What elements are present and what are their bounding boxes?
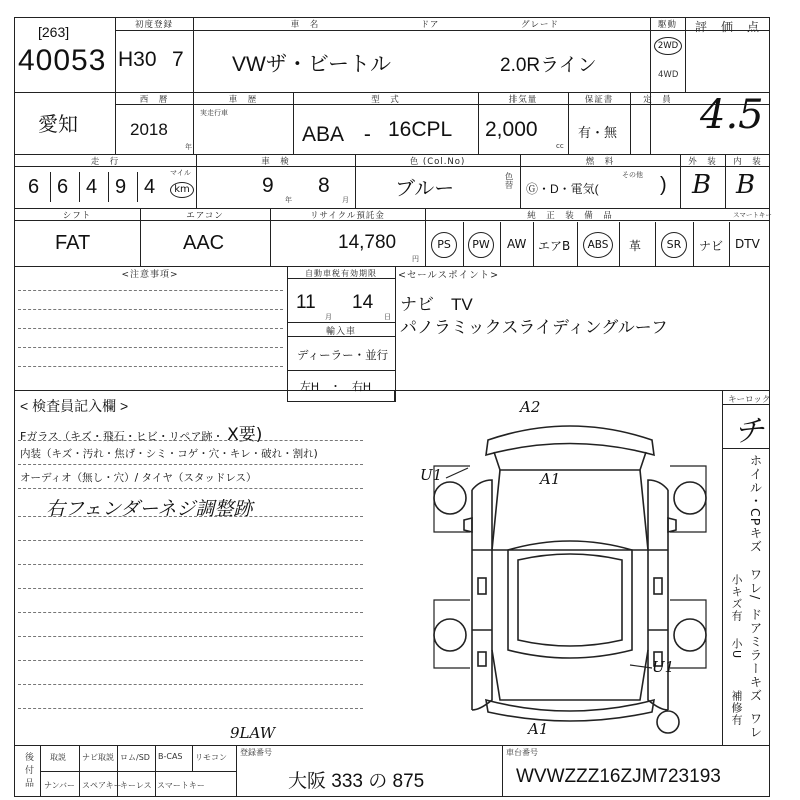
col-divider (650, 17, 651, 154)
first-reg-month: 7 (172, 48, 184, 71)
color-label: 色 (Col.No) (409, 157, 466, 167)
equipment-ps (431, 232, 457, 258)
reg-month: 11 (296, 292, 316, 313)
caution-line (18, 328, 283, 329)
steering: 左H ・ 右H (300, 381, 371, 393)
diagram-mark-a2: A2 (520, 398, 541, 416)
shift-label: シフト (62, 211, 92, 221)
key-label: キーロック (728, 395, 771, 405)
equipment-ps-text: PS (437, 238, 451, 251)
recycle-label: リサイクル預託金 (310, 211, 385, 221)
equipment-pw (468, 232, 494, 258)
equipment-pw-text: PW (472, 238, 490, 251)
lot-code: [263] (38, 24, 70, 40)
caution-line (18, 366, 283, 367)
diagram-mark-u1-right: U1 (652, 658, 675, 676)
mileage-digit: 6 (28, 176, 40, 198)
inspection-glass (20, 420, 262, 445)
side-note-4: ワレ (748, 712, 763, 739)
fuel-close: ) (660, 174, 667, 196)
year: 2018 (130, 120, 168, 139)
drive-2wd (654, 37, 682, 55)
model-prefix: ABA - (302, 123, 371, 146)
model: 16CPL (388, 118, 453, 141)
exterior-label: 外 装 (688, 157, 717, 167)
drive-4wd: 4WD (658, 70, 679, 80)
warranty: 有・無 (578, 125, 618, 140)
lot-number: 40053 (18, 44, 107, 77)
door-label: ドア (420, 20, 440, 30)
equip-sep (500, 222, 501, 266)
inspection-glass-mark: X要) (227, 425, 263, 445)
equip-sep (655, 222, 656, 266)
equipment-abs-text: ABS (587, 239, 609, 251)
fuel: Ⓖ・D・電気( (526, 182, 599, 196)
import-label: 輸入車 (325, 327, 356, 337)
inspection-interior: 内装（キズ・汚れ・焦げ・シミ・コゲ・穴・キレ・破れ・割れ) (20, 448, 318, 460)
inspection-line (18, 636, 363, 637)
displacement-unit: cc (556, 142, 564, 150)
reg-day: 14 (352, 292, 374, 313)
fuel-other: その他 (622, 171, 643, 179)
aircon: AAC (183, 232, 225, 254)
displacement-label: 排気量 (508, 95, 538, 105)
sales-line1: ナビ TV (400, 295, 473, 314)
equip-sep (619, 222, 620, 266)
footer-item: B-CAS (158, 752, 183, 761)
inspection-line (18, 588, 363, 589)
equipment-aw: AW (507, 237, 527, 251)
inspection-line (18, 464, 363, 465)
col-divider (79, 745, 80, 797)
mileage-digit: 6 (57, 176, 69, 198)
interior: B (736, 170, 756, 200)
shift: FAT (55, 232, 91, 254)
inspection-line (18, 488, 363, 489)
vin: WVWZZZ16ZJM723193 (516, 766, 721, 787)
grade: 2.0Rライン (500, 55, 597, 76)
footer-item: ロム/SD (120, 753, 150, 762)
inspection-audio: オーディオ（無し・穴）/ タイヤ（スタッドレス） (20, 472, 257, 484)
import-type: ディーラー・並行 (297, 350, 389, 362)
mileage-unit (170, 182, 194, 198)
side-note-7: 補修有 (730, 690, 743, 726)
recycle: 14,780 (338, 232, 397, 253)
equipment-leather: 革 (629, 239, 642, 253)
mileage-digit: 4 (86, 176, 98, 198)
inspection-line (18, 612, 363, 613)
label-rule (287, 322, 395, 323)
equip-sep (729, 222, 730, 266)
row-divider (14, 745, 770, 746)
history-note: 実走行車 (200, 109, 228, 117)
inspection-line (18, 708, 363, 709)
reg-day-unit: 日 (384, 313, 391, 321)
vin-label: 車台番号 (506, 748, 538, 757)
col-divider (722, 390, 723, 745)
inspection-glass-text: Fガラス（キズ・飛石・ヒビ・リペア跡・ (20, 430, 224, 443)
side-note-2: ワレ/ (748, 568, 763, 601)
col-divider (193, 17, 194, 92)
footer-item: スマートキー (157, 781, 205, 790)
first-reg-era: H30 (118, 48, 157, 71)
equip-sep (577, 222, 578, 266)
col-divider (192, 745, 193, 771)
caution-line (18, 309, 283, 310)
mileage-label: 走 行 (90, 157, 120, 167)
diagram-mark-a1-bottom: A1 (528, 720, 549, 738)
equipment-list (425, 222, 770, 266)
warranty-label: 保証書 (584, 95, 614, 105)
color-change: 色替 (503, 172, 513, 189)
footer-item: リモコン (195, 753, 227, 762)
caution-label: <注意事項> (121, 270, 179, 280)
displacement: 2,000 (485, 118, 538, 141)
inspection-line (18, 564, 363, 565)
bottom-note: 9LAW (230, 724, 276, 742)
plate: 大阪 333 の 875 (288, 771, 425, 792)
reg-month-unit: 月 (325, 313, 332, 321)
col-divider (395, 266, 396, 402)
inspection-handwritten-note: 右フェンダーネジ調整跡 (46, 498, 253, 520)
car-name-label: 車 名 (290, 20, 320, 30)
equipment-dtv: DTV (735, 237, 760, 251)
shaken-month: 8 (318, 174, 330, 197)
plate-label: 登録番号 (240, 748, 272, 757)
grade-label: グレード (520, 20, 559, 30)
sales-line2: パノラミックスライディングルーフ (400, 318, 668, 337)
diagram-mark-a1-roof: A1 (540, 470, 561, 488)
equip-sep (533, 222, 534, 266)
reg-deadline-label: 自動車税有効期限 (305, 269, 377, 278)
digit-sep (50, 172, 51, 202)
side-note-5: 小キズ有 (730, 574, 743, 622)
prefecture: 愛知 (38, 114, 78, 136)
car-name: VWザ・ビートル (232, 53, 391, 76)
sales-label: <セールスポイント> (398, 270, 500, 281)
shaken-label: 車 検 (261, 157, 290, 167)
rating: 4.5 (700, 92, 764, 138)
first-reg-label: 初度登録 (134, 20, 173, 30)
history-label: 車 歴 (228, 95, 258, 105)
shaken-year: 9 (262, 174, 274, 197)
inspection-line (18, 660, 363, 661)
mileage-digits (24, 172, 164, 204)
inspection-line (18, 440, 363, 441)
footer-item: ナンバー (44, 781, 76, 790)
year-unit: 年 (185, 143, 192, 151)
col-divider (155, 745, 156, 797)
footer-item: スペアキー (82, 781, 122, 790)
interior-label: 内 装 (733, 157, 762, 167)
equipment-sr (661, 232, 687, 258)
equip-sep (463, 222, 464, 266)
footer-item: キーレス (120, 781, 152, 790)
label-rule (40, 771, 236, 772)
inspection-line (18, 540, 363, 541)
equipment-sr-text: SR (666, 238, 682, 251)
inspection-line (18, 516, 363, 517)
model-label: 型 式 (371, 95, 400, 105)
side-note-3: ドアミラーキズ (748, 608, 763, 703)
exterior: B (692, 170, 712, 200)
smart-key-label: スマートキー (733, 211, 772, 219)
footer-item: 取説 (50, 753, 66, 762)
capacity-label: 定 員 (643, 95, 672, 105)
mileage-unit-text: km (174, 184, 190, 195)
inspection-title: < 検査員記入欄 > (20, 398, 129, 414)
car-damage-diagram (420, 400, 720, 745)
mileage-digit: 4 (144, 176, 156, 198)
inspection-line (18, 684, 363, 685)
equipment-label: 純 正 装 備 品 (527, 211, 613, 221)
mileage-unit-top: マイル (170, 169, 191, 177)
footer-item: ナビ取説 (82, 753, 114, 762)
fuel-label: 燃 料 (585, 157, 615, 167)
diagram-mark-u1-left: U1 (420, 466, 443, 484)
color: ブルー (395, 178, 455, 200)
shaken-year-unit: 年 (285, 196, 292, 204)
supplementary-label: 後付品 (23, 752, 33, 791)
mileage-digit: 9 (115, 176, 127, 198)
shaken-month-unit: 月 (342, 196, 349, 204)
side-note-1: ホイル・CPキズ (748, 454, 763, 554)
equipment-navi: ナビ (699, 239, 724, 253)
label-rule (115, 30, 770, 31)
aircon-label: エアコン (186, 211, 224, 221)
caution-line (18, 347, 283, 348)
drive-label: 駆動 (657, 20, 677, 30)
digit-sep (79, 172, 80, 202)
equipment-airbag: エアB (538, 239, 571, 253)
year-label: 西 暦 (139, 95, 169, 105)
recycle-unit: 円 (412, 255, 419, 263)
label-rule (287, 370, 395, 371)
digit-sep (137, 172, 138, 202)
side-note-6: 小U (730, 638, 743, 660)
caution-line (18, 290, 283, 291)
col-divider (502, 745, 503, 797)
digit-sep (108, 172, 109, 202)
key-value: チ (734, 414, 764, 449)
equipment-abs (583, 232, 613, 258)
rating-label: 評 価 点 (694, 20, 760, 34)
col-divider (236, 745, 237, 797)
drive-2wd-text: 2WD (657, 41, 679, 51)
equip-sep (693, 222, 694, 266)
